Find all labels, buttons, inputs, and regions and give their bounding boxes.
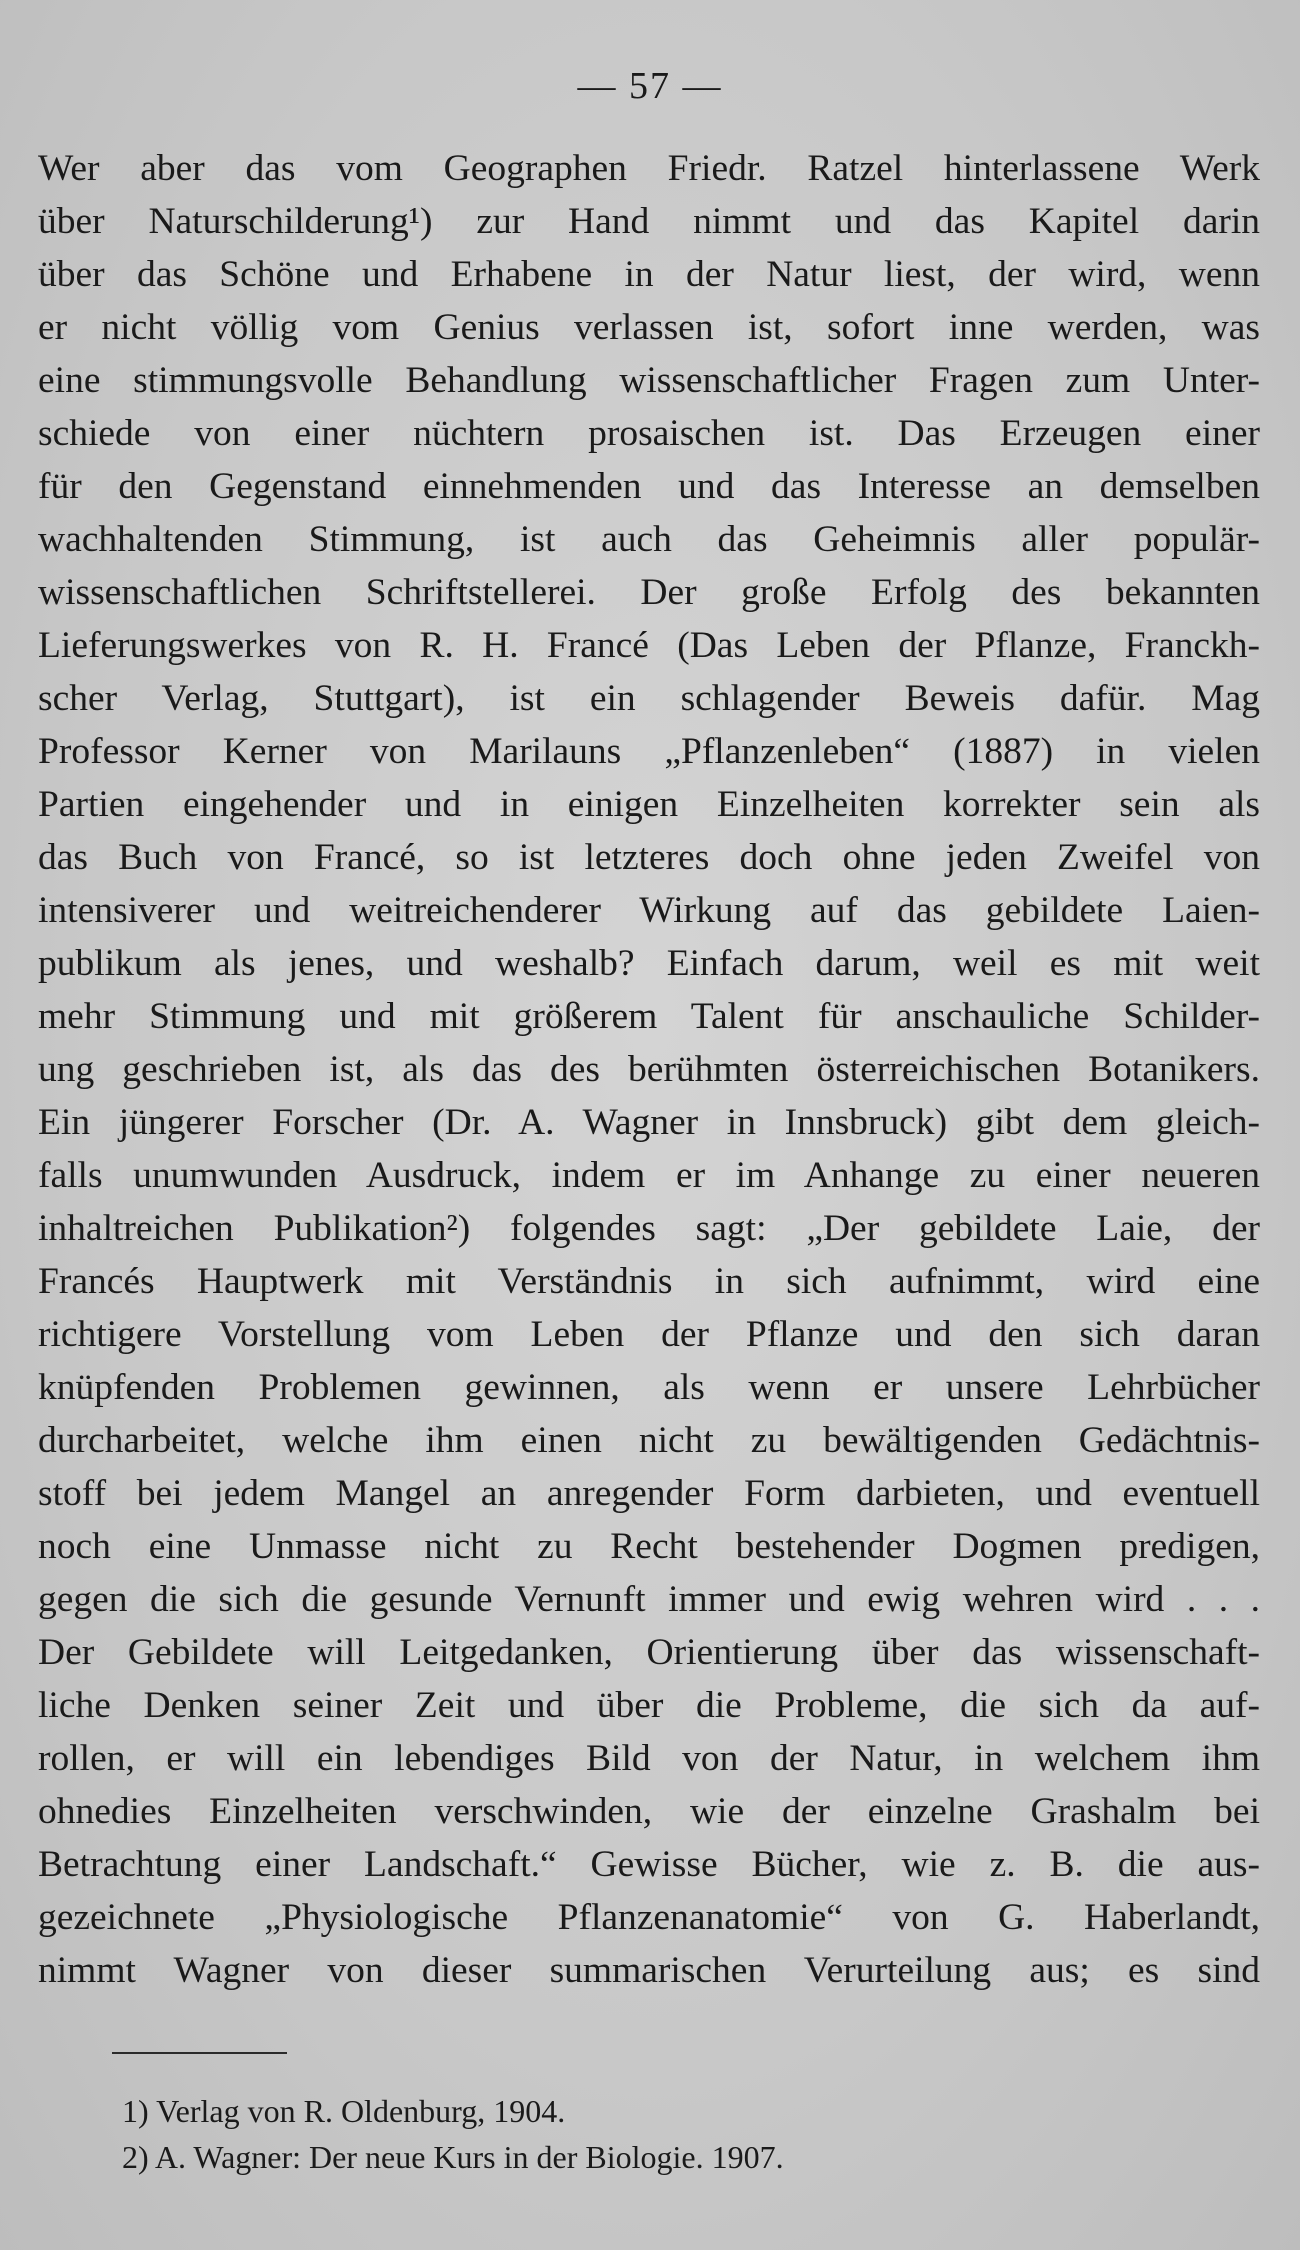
text-line-34: gezeichnete „Physiologische Pflanzenanatomie“ von G. Haberlandt,: [38, 1897, 1260, 1938]
text-line-18: ung geschrieben ist, als das des berühmten österreichischen Botanikers.: [38, 1049, 1260, 1090]
footnote-divider: [112, 2052, 287, 2054]
text-line-6: schiede von einer nüchtern prosaischen ist. Das Erzeugen einer: [38, 413, 1260, 454]
text-line-24: knüpfenden Problemen gewinnen, als wenn er unsere Lehrbücher: [38, 1367, 1260, 1408]
text-line-14: das Buch von Francé, so ist letzteres doch ohne jeden Zweifel von: [38, 837, 1260, 878]
text-line-2: über Naturschilderung¹) zur Hand nimmt und das Kapitel darin: [38, 201, 1260, 242]
text-line-3: über das Schöne und Erhabene in der Natur liest, der wird, wenn: [38, 254, 1260, 295]
text-line-27: noch eine Unmasse nicht zu Recht bestehender Dogmen predigen,: [38, 1526, 1260, 1567]
page-number: — 57 —: [577, 65, 723, 107]
text-line-17: mehr Stimmung und mit größerem Talent für anschauliche Schilder-: [38, 996, 1260, 1037]
footnote-1: 1) Verlag von R. Oldenburg, 1904.: [122, 2093, 566, 2129]
text-line-19: Ein jüngerer Forscher (Dr. A. Wagner in Innsbruck) gibt dem gleich-: [38, 1102, 1260, 1143]
text-line-13: Partien eingehender und in einigen Einzelheiten korrekter sein als: [38, 784, 1260, 825]
text-line-33: Betrachtung einer Landschaft.“ Gewisse Bücher, wie z. B. die aus-: [38, 1844, 1260, 1885]
text-line-26: stoff bei jedem Mangel an anregender Form darbieten, und eventuell: [38, 1473, 1260, 1514]
text-line-15: intensiverer und weitreichenderer Wirkung auf das gebildete Laien-: [38, 890, 1260, 931]
text-line-29: Der Gebildete will Leitgedanken, Orientierung über das wissenschaft-: [38, 1632, 1260, 1673]
text-line-12: Professor Kerner von Marilauns „Pflanzenleben“ (1887) in vielen: [38, 731, 1260, 772]
footnotes: [122, 2088, 1122, 2180]
text-line-5: eine stimmungsvolle Behandlung wissenschaftlicher Fragen zum Unter-: [38, 360, 1260, 401]
text-line-20: falls unumwunden Ausdruck, indem er im Anhange zu einer neueren: [38, 1155, 1260, 1196]
text-line-23: richtigere Vorstellung vom Leben der Pflanze und den sich daran: [38, 1314, 1260, 1355]
text-line-32: ohnedies Einzelheiten verschwinden, wie der einzelne Grashalm bei: [38, 1791, 1260, 1832]
text-line-16: publikum als jenes, und weshalb? Einfach darum, weil es mit weit: [38, 943, 1260, 984]
text-line-35: nimmt Wagner von dieser summarischen Verurteilung aus; es sind: [38, 1950, 1260, 1991]
text-line-10: Lieferungswerkes von R. H. Francé (Das Leben der Pflanze, Franckh-: [38, 625, 1260, 666]
text-line-21: inhaltreichen Publikation²) folgendes sagt: „Der gebildete Laie, der: [38, 1208, 1260, 1249]
text-line-22: Francés Hauptwerk mit Verständnis in sich aufnimmt, wird eine: [38, 1261, 1260, 1302]
text-line-28: gegen die sich die gesunde Vernunft immer und ewig wehren wird . . .: [38, 1579, 1260, 1620]
text-line-8: wachhaltenden Stimmung, ist auch das Geheimnis aller populär-: [38, 519, 1260, 560]
text-line-31: rollen, er will ein lebendiges Bild von der Natur, in welchem ihm: [38, 1738, 1260, 1779]
body-text: [38, 142, 1260, 1997]
text-line-4: er nicht völlig vom Genius verlassen ist, sofort inne werden, was: [38, 307, 1260, 348]
footnote-2: 2) A. Wagner: Der neue Kurs in der Biologie. 1907.: [122, 2139, 784, 2175]
text-line-7: für den Gegenstand einnehmenden und das Interesse an demselben: [38, 466, 1260, 507]
text-line-1: Wer aber das vom Geographen Friedr. Ratzel hinterlassene Werk: [38, 148, 1260, 189]
text-line-25: durcharbeitet, welche ihm einen nicht zu bewältigenden Gedächtnis-: [38, 1420, 1260, 1461]
text-line-9: wissenschaftlichen Schriftstellerei. Der große Erfolg des bekannten: [38, 572, 1260, 613]
text-line-11: scher Verlag, Stuttgart), ist ein schlagender Beweis dafür. Mag: [38, 678, 1260, 719]
text-line-30: liche Denken seiner Zeit und über die Probleme, die sich da auf-: [38, 1685, 1260, 1726]
